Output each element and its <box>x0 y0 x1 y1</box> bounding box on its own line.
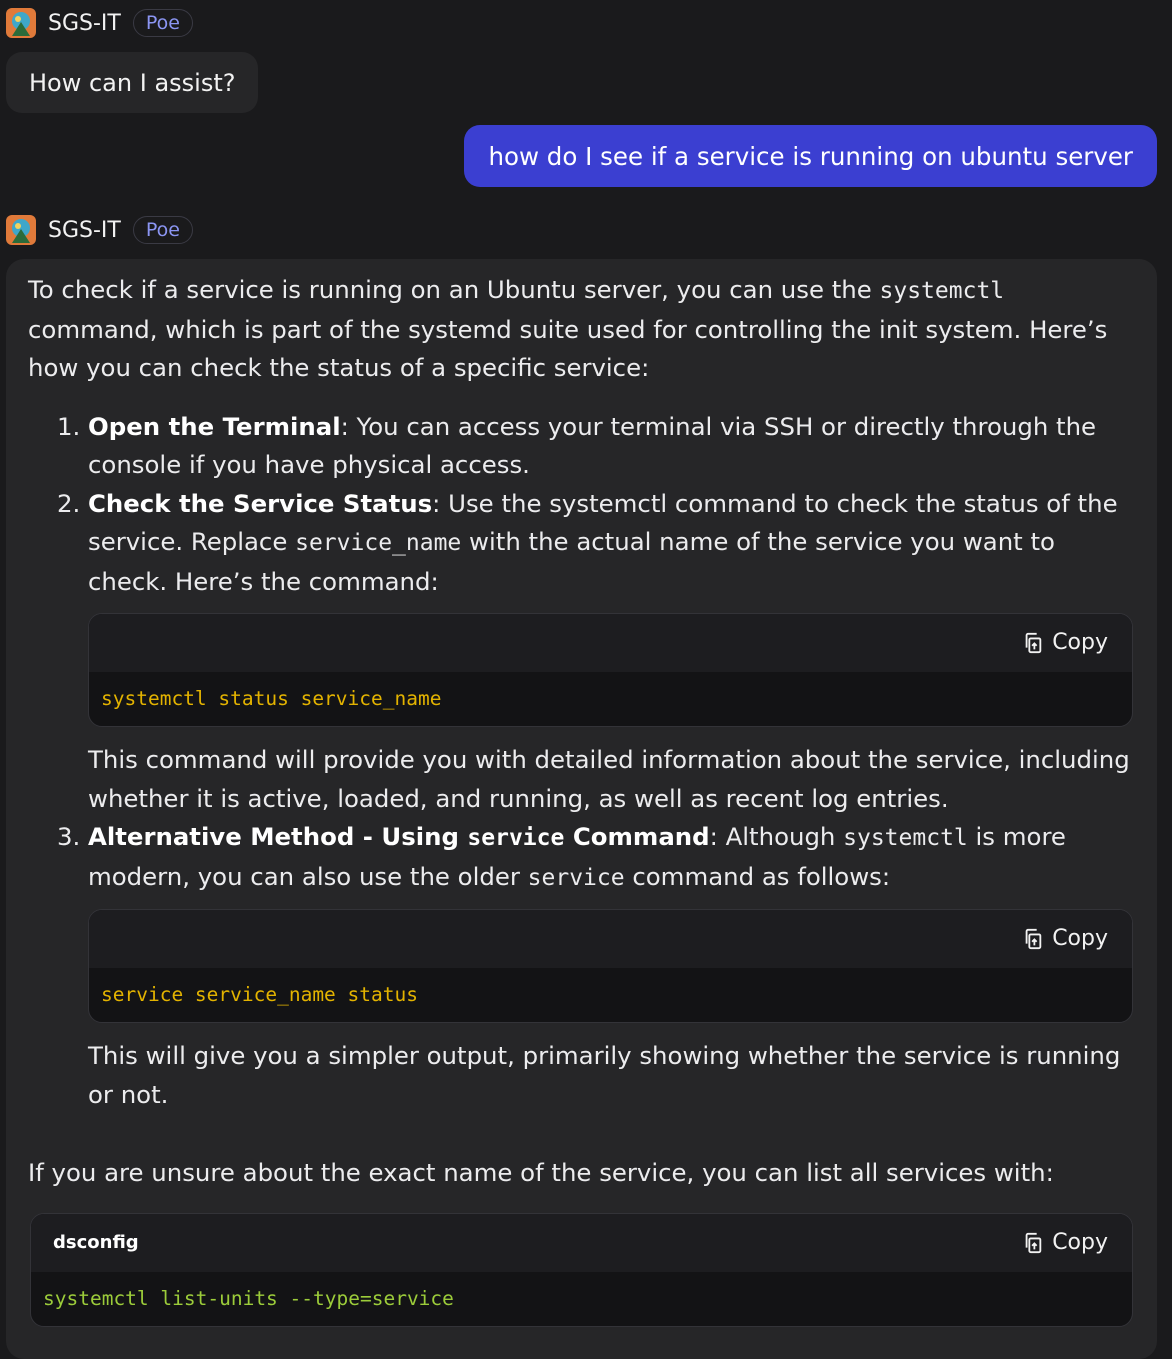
bot-answer-message <box>6 259 1157 1359</box>
bot-avatar[interactable] <box>6 8 36 38</box>
answer-intro <box>28 271 1133 388</box>
copy-icon <box>1022 632 1044 654</box>
greeting-text: How can I assist? <box>29 68 236 97</box>
step-3-title <box>88 822 710 851</box>
copy-button[interactable] <box>1022 624 1108 663</box>
step-1-title: Open the Terminal <box>88 411 341 441</box>
step-3-code-2: service <box>527 864 625 891</box>
poe-badge-2: Poe <box>133 216 193 244</box>
copy-icon <box>1022 1232 1044 1254</box>
step-1 <box>88 408 1133 485</box>
copy-button[interactable] <box>1022 1230 1108 1255</box>
bot-greeting-message <box>6 52 258 113</box>
code-block-1-header <box>89 614 1132 672</box>
copy-label: Copy <box>1052 1230 1108 1255</box>
code-block-3-content[interactable]: systemctl list-units --type=service <box>43 1287 454 1310</box>
intro-text-a: To check if a service is running on an Ubuntu server, you can use the <box>28 275 880 304</box>
code-block-2 <box>88 909 1133 1023</box>
after-code-2-text: This will give you a simpler output, primarily showing whether the service is running or not. <box>88 1041 1121 1109</box>
user-message-text: how do I see if a service is running on ubuntu server <box>488 141 1133 171</box>
code-block-3-header <box>31 1214 1132 1272</box>
step-3-title-code: service <box>467 825 565 851</box>
step-3-code-1: systemctl <box>843 825 968 851</box>
step-3-text-a: : Although <box>709 822 844 851</box>
step-2 <box>88 485 1133 819</box>
step-3 <box>88 818 1133 1114</box>
bot-header-2 <box>6 214 193 246</box>
intro-text-b: command, which is part of the systemd suite used for controlling the init system. Here’s how you can check the status of a specific service: <box>28 314 1108 382</box>
bot-avatar-2[interactable] <box>6 215 36 245</box>
copy-label: Copy <box>1052 629 1108 655</box>
code-block-3-lang: dsconfig <box>53 1232 139 1253</box>
bot-name-2[interactable]: SGS-IT <box>48 217 121 243</box>
step-2-text-a: : Use the systemctl command to check the status of the service. Replace <box>88 488 1118 556</box>
list-services-intro: If you are unsure about the exact name of the service, you can list all services with: <box>28 1158 1054 1187</box>
step-2-title: Check the Service Status <box>88 488 433 518</box>
step-3-title-a: Alternative Method - Using <box>88 822 468 851</box>
code-block-1-content[interactable]: systemctl status service_name <box>101 686 442 710</box>
bot-name[interactable]: SGS-IT <box>48 10 121 36</box>
step-3-title-b: Command <box>564 822 710 851</box>
copy-icon <box>1022 928 1044 950</box>
poe-badge: Poe <box>133 9 193 37</box>
copy-label: Copy <box>1052 925 1108 951</box>
intro-code: systemctl <box>879 278 1005 304</box>
step-2-code: service_name <box>295 530 462 556</box>
copy-button[interactable] <box>1022 920 1108 959</box>
step-3-text-b: is more modern, you can also use the older <box>88 822 1066 891</box>
user-message <box>464 125 1157 187</box>
code-block-2-content[interactable]: service service_name status <box>101 982 418 1006</box>
steps-list <box>28 408 1133 1115</box>
step-2-text-b: with the actual name of the service you want to check. Here’s the command: <box>88 527 1055 596</box>
bot-header <box>6 7 193 39</box>
step-1-text: : You can access your terminal via SSH or directly through the console if you have physical access. <box>88 411 1097 479</box>
code-block-3 <box>30 1213 1133 1327</box>
code-block-2-header <box>89 910 1132 968</box>
code-block-1 <box>88 613 1133 727</box>
after-code-1-text: This command will provide you with detailed information about the service, including whether it is active, loaded, and running, as well as recent log entries. <box>88 745 1130 813</box>
step-3-text-c: command as follows: <box>624 861 891 891</box>
